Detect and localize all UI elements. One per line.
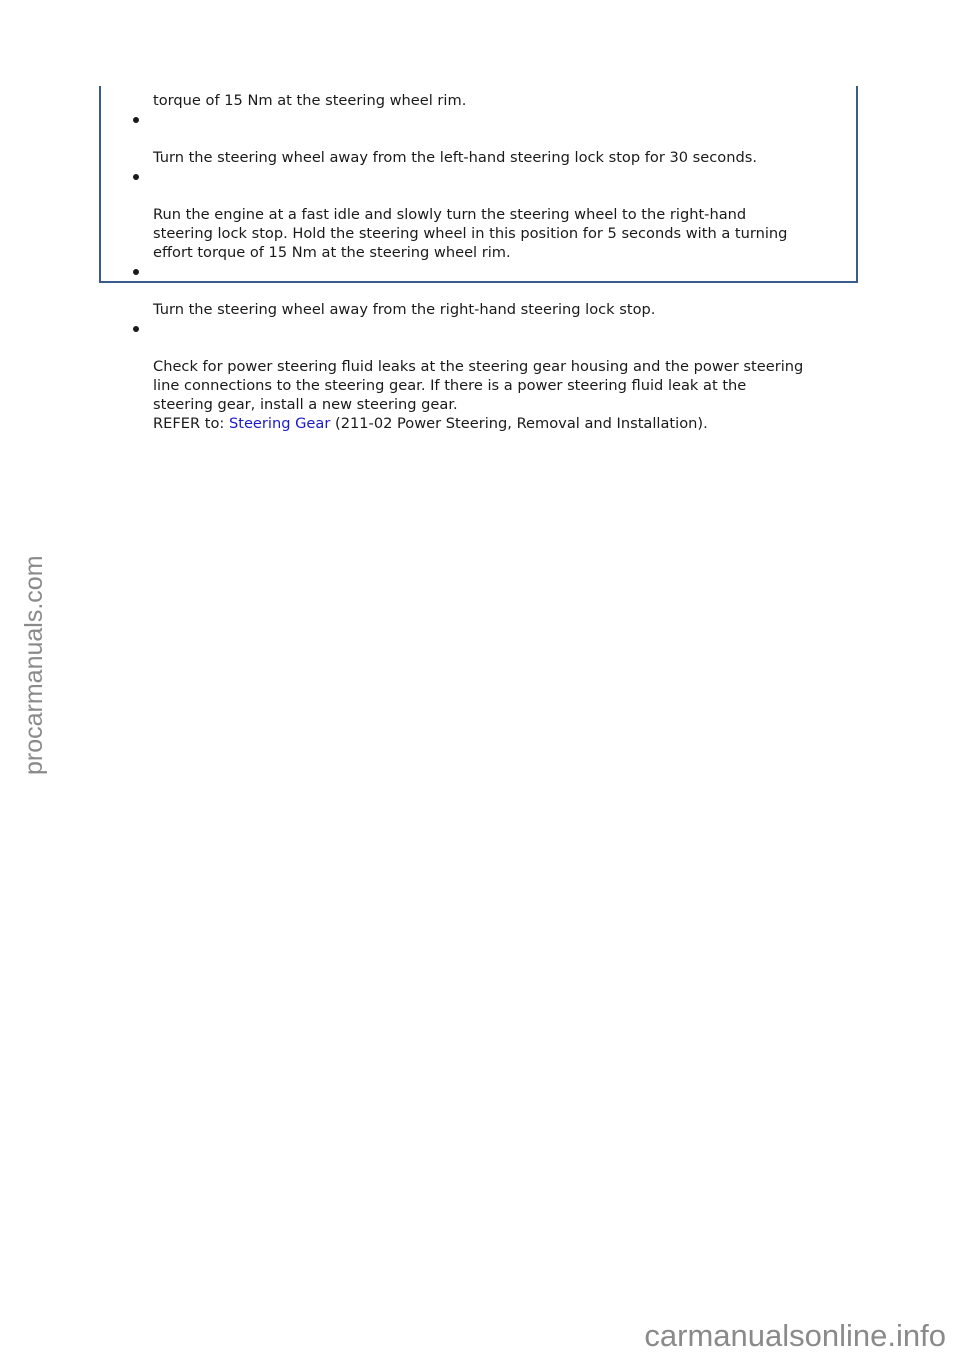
step-text: Turn the steering wheel away from the left-hand steering lock stop for 30 seconds. bbox=[153, 149, 757, 166]
steering-gear-link[interactable]: Steering Gear bbox=[228, 415, 331, 432]
side-watermark: procarmanuals.com bbox=[20, 555, 48, 775]
step-item bbox=[153, 167, 803, 262]
step-text: Turn the steering wheel away from the right-hand steering lock stop. bbox=[153, 301, 656, 318]
refer-prefix: REFER to: bbox=[153, 415, 229, 432]
step-item bbox=[153, 262, 803, 319]
refer-suffix: (211-02 Power Steering, Removal and Installation). bbox=[330, 415, 708, 432]
refer-line bbox=[153, 414, 803, 433]
bullet-icon bbox=[133, 269, 139, 275]
bullet-icon bbox=[133, 326, 139, 332]
step-item bbox=[153, 319, 803, 452]
bullet-icon bbox=[133, 117, 139, 123]
bullet-icon bbox=[133, 174, 139, 180]
step-item bbox=[153, 110, 803, 167]
procedure-steps bbox=[153, 110, 803, 452]
bottom-watermark: carmanualsonline.info bbox=[644, 1318, 946, 1353]
step-text: Check for power steering fluid leaks at the steering gear housing and the power steering line connections to the steering gear. If there is a power steering fluid leak at the steering gear, install a new steering gear. bbox=[153, 358, 804, 413]
step-text: Run the engine at a fast idle and slowly turn the steering wheel to the right-hand steering lock stop. Hold the steering wheel in this position for 5 seconds with a turning effort torque of 15 Nm at the steering wheel rim. bbox=[153, 206, 788, 261]
procedure-box bbox=[99, 86, 858, 432]
continuation-text: torque of 15 Nm at the steering wheel rim. bbox=[153, 92, 467, 109]
